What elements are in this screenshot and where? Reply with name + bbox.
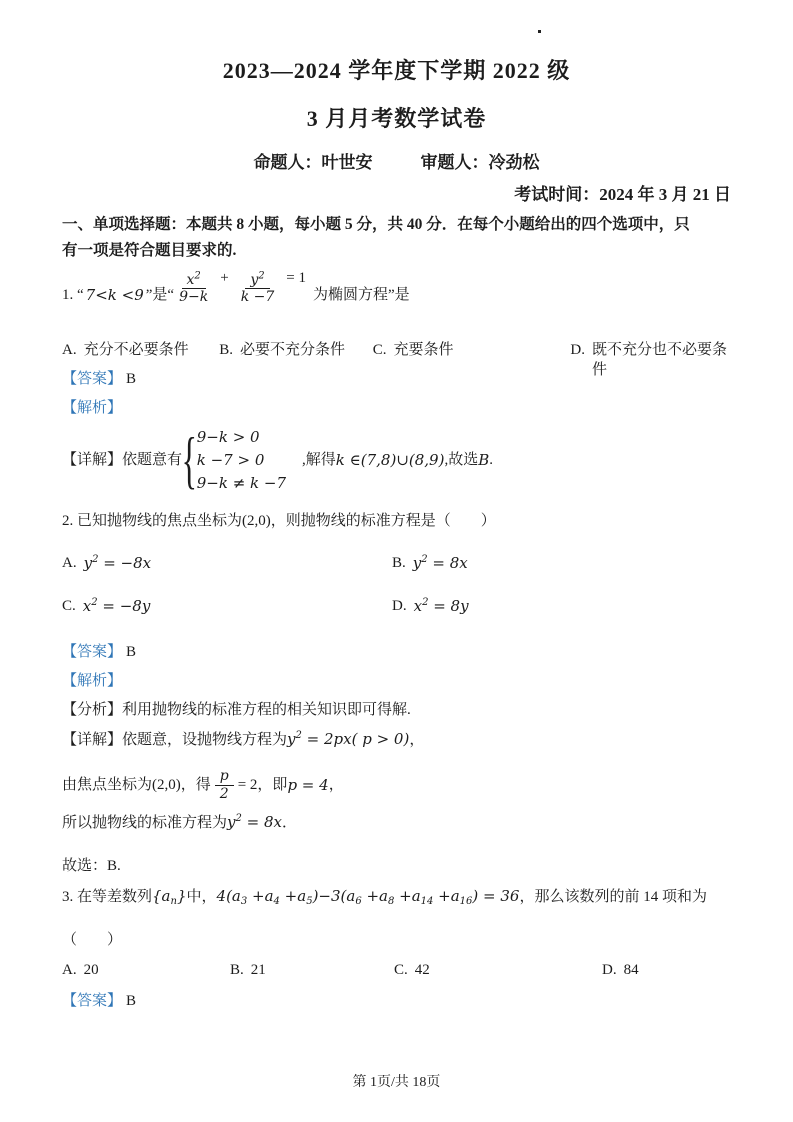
q1-frac1-denominator: 9−k bbox=[179, 289, 209, 306]
option-text: 84 bbox=[623, 962, 639, 978]
q2-d3-equation: $y^2 = 8x$ bbox=[227, 813, 282, 831]
q2-option-b bbox=[392, 553, 468, 573]
exam-authors-row bbox=[62, 152, 731, 175]
option-letter: D. bbox=[570, 342, 586, 358]
q1-connector: ”是“ bbox=[145, 287, 175, 303]
q3-mid: 中， bbox=[186, 889, 217, 905]
option-text: 20 bbox=[83, 962, 99, 978]
q1-solution-set: k ∈(7,8)∪(8,9) bbox=[335, 450, 445, 469]
option-text: 充要条件 bbox=[393, 342, 454, 358]
page-footer: 第 1页/共 18页 bbox=[352, 1075, 441, 1090]
q1-detail-pre: 依题意有 bbox=[122, 451, 183, 468]
q1-fraction-1 bbox=[174, 272, 213, 305]
reviewer-name: 审题人：冷劲松 bbox=[420, 153, 540, 172]
q1-frac1-numerator: $x^2$ bbox=[182, 272, 206, 289]
q3-option-b bbox=[230, 960, 394, 980]
answer-label: 【答案】 bbox=[62, 371, 123, 387]
system-line-3: 9−k ≠ k −7 bbox=[196, 474, 287, 492]
exam-title-line2: 3 月月考数学试卷 bbox=[306, 106, 487, 131]
analysis-label: 【解析】 bbox=[62, 400, 123, 416]
q1-plus-operator: + bbox=[220, 270, 229, 286]
left-brace-glyph: { bbox=[181, 424, 198, 495]
q2-d2-pre: 由焦点坐标为(2,0)，得 bbox=[62, 776, 211, 793]
option-letter: B. bbox=[230, 962, 244, 978]
analysis-label: 【解析】 bbox=[62, 673, 123, 689]
q1-condition: 7<k <9 bbox=[85, 286, 144, 304]
option-text: 42 bbox=[414, 962, 430, 978]
q3-option-a bbox=[62, 960, 230, 980]
system-lines bbox=[197, 427, 286, 493]
option-equation: $y^2 = -8x$ bbox=[83, 554, 152, 572]
p-over-2-fraction bbox=[215, 768, 234, 801]
question-2-stem: 2. 已知抛物线的焦点坐标为(2,0)，则抛物线的标准方程是（ ） bbox=[62, 513, 496, 529]
q2-detail-line2 bbox=[62, 762, 731, 808]
option-letter: D. bbox=[602, 962, 617, 978]
option-letter: C. bbox=[394, 962, 408, 978]
q2-d1-end: ， bbox=[409, 732, 425, 748]
setter-name: 命题人：叶世安 bbox=[253, 153, 373, 172]
q3-option-d bbox=[602, 960, 639, 980]
q1-equals-one: = 1 bbox=[286, 270, 306, 286]
answer-label: 【答案】 bbox=[62, 644, 123, 660]
detail-label: 【详解】 bbox=[62, 732, 123, 748]
q2-d1-text: 依题意，设抛物线方程为 bbox=[122, 732, 288, 748]
q1-detail-after1: ,解得 bbox=[302, 451, 336, 468]
q1-frac2-numerator: $y^2$ bbox=[245, 272, 269, 289]
q3-paren-line: （ ） bbox=[62, 932, 123, 948]
q1-chosen-letter: B bbox=[478, 450, 490, 469]
option-text: 21 bbox=[250, 962, 266, 978]
option-letter: C. bbox=[62, 598, 76, 614]
q2-conclusion: 故选：B. bbox=[62, 858, 121, 874]
q2-option-d bbox=[392, 596, 469, 616]
q2-options-row2 bbox=[62, 596, 731, 616]
exam-time: 考试时间：2024 年 3 月 21 日 bbox=[514, 185, 731, 204]
q2-analysis-row bbox=[62, 671, 731, 691]
option-letter: B. bbox=[392, 555, 406, 571]
q2-detail-line1 bbox=[62, 729, 731, 750]
question-3-options bbox=[62, 960, 731, 980]
q2-answer-row bbox=[62, 642, 731, 662]
option-text: 充分不必要条件 bbox=[83, 342, 189, 358]
q1-detail-row bbox=[62, 424, 731, 496]
inequality-system bbox=[181, 424, 287, 495]
q2-d2-mid: = 2，即 bbox=[237, 776, 288, 793]
option-letter: A. bbox=[62, 962, 77, 978]
q2-d1-equation: $y^2 = 2px$( p > 0) bbox=[287, 730, 410, 748]
q1-number: 1. “ bbox=[62, 287, 84, 303]
option-letter: C. bbox=[372, 342, 387, 358]
stray-ink-dot bbox=[538, 30, 541, 33]
q1-analysis-row bbox=[62, 398, 731, 418]
breakdown-label: 【分析】 bbox=[62, 702, 123, 718]
frac-numerator: p bbox=[215, 768, 234, 785]
q2-option-a bbox=[62, 553, 392, 573]
q3-answer-value: B bbox=[126, 993, 137, 1009]
q3-post: ，那么该数列的前 14 项和为 bbox=[519, 889, 707, 905]
exam-title-line1: 2023—2024 学年度下学期 2022 级 bbox=[222, 58, 571, 83]
q2-d2-end: ， bbox=[328, 776, 344, 793]
frac-denominator: 2 bbox=[219, 785, 229, 802]
q1-answer-value: B bbox=[126, 371, 137, 387]
q2-option-c bbox=[62, 596, 392, 616]
answer-label: 【答案】 bbox=[62, 993, 123, 1009]
q2-d2-equation: p = 4 bbox=[287, 775, 329, 794]
option-equation: $x^2 = 8y$ bbox=[413, 597, 469, 615]
q2-detail-line3 bbox=[62, 812, 731, 833]
option-equation: $y^2 = 8x$ bbox=[412, 554, 468, 572]
option-text: 既不充分也不必要条件 bbox=[592, 342, 728, 379]
q1-detail-period: . bbox=[489, 451, 493, 468]
section-heading-line1: 一、单项选择题：本题共 8 小题，每小题 5 分，共 40 分．在每个小题给出的四个选项中，只 bbox=[62, 216, 690, 233]
q1-fraction-2 bbox=[236, 272, 280, 305]
q2-d3-pre: 所以抛物线的标准方程为 bbox=[62, 815, 228, 831]
question-1-stem bbox=[62, 268, 731, 305]
detail-label: 【详解】 bbox=[62, 451, 123, 468]
q3-sequence-set: $\{a_n\}$ bbox=[152, 887, 187, 907]
option-letter: D. bbox=[392, 598, 407, 614]
option-equation: $x^2 = -8y$ bbox=[82, 597, 151, 615]
q1-frac2-denominator: k −7 bbox=[240, 289, 275, 306]
q1-suffix: 为椭圆方程”是 bbox=[312, 287, 410, 303]
q3-option-c bbox=[394, 960, 554, 980]
question-3-stem bbox=[62, 886, 731, 907]
system-line-1: 9−k > 0 bbox=[196, 428, 260, 446]
q1-detail-after2: ,故选 bbox=[444, 451, 479, 468]
q3-pre: 3. 在等差数列 bbox=[62, 889, 153, 905]
option-letter: A. bbox=[62, 342, 77, 358]
option-text: 必要不充分条件 bbox=[239, 342, 345, 358]
q2-d3-end: ． bbox=[281, 815, 297, 831]
q3-answer-row bbox=[62, 991, 731, 1011]
system-line-2: k −7 > 0 bbox=[196, 451, 265, 469]
q2-breakdown-row bbox=[62, 700, 731, 720]
option-letter: A. bbox=[62, 555, 77, 571]
option-letter: B. bbox=[219, 342, 233, 358]
q2-answer-value: B bbox=[126, 644, 137, 660]
q2-options-row1 bbox=[62, 553, 731, 573]
q1-answer-row bbox=[62, 369, 731, 389]
section-heading-line2: 有一项是符合题目要求的. bbox=[62, 242, 237, 259]
q3-formula: $4(a_3 +a_4 +a_5)-3(a_6 +a_8 +a_{14} +a_{16}) = 36$ bbox=[216, 887, 520, 907]
q2-breakdown-text: 利用抛物线的标准方程的相关知识即可得解. bbox=[122, 702, 411, 718]
